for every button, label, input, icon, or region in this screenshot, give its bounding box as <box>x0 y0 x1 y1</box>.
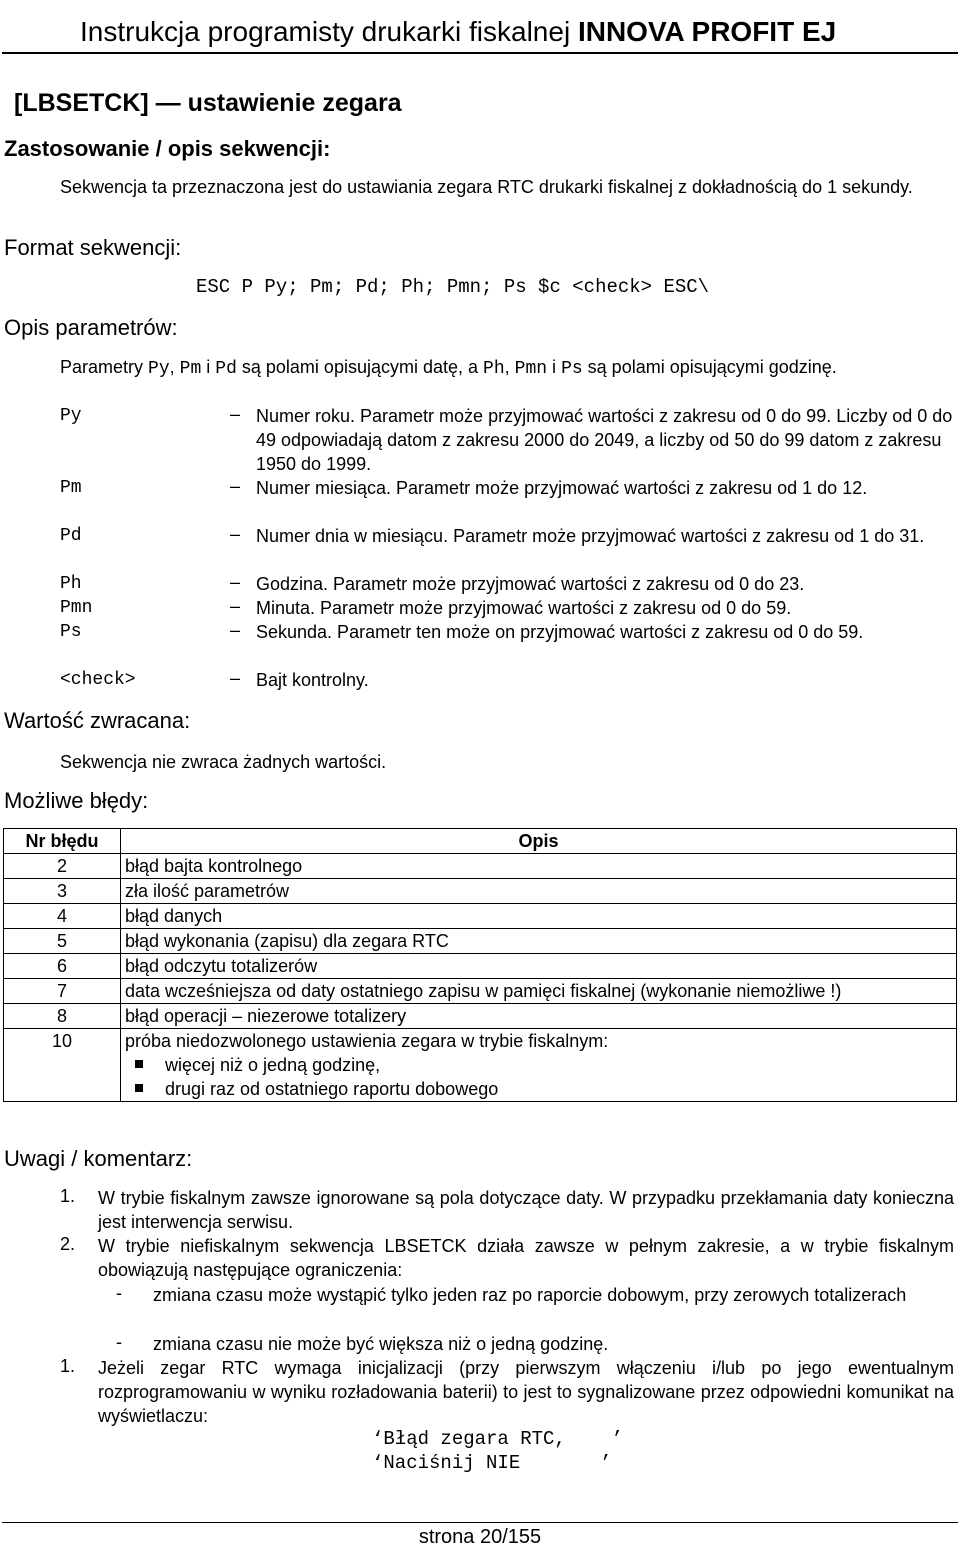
error-number: 8 <box>4 1004 121 1029</box>
param-dash: – <box>230 620 241 640</box>
params-heading: Opis parametrów: <box>4 315 178 340</box>
error-description-text: próba niedozwolonego ustawienia zegara w trybie fiskalnym: <box>125 1031 609 1051</box>
document-header-title <box>80 16 836 48</box>
header-divider <box>2 52 958 54</box>
list-item: drugi raz od ostatniego raportu dobowego <box>125 1077 952 1101</box>
note-subitem: zmiana czasu nie może być większa niż o jedną godzinę. <box>153 1334 609 1354</box>
param-name: Pd <box>60 526 82 546</box>
error-number: 3 <box>4 879 121 904</box>
param-dash: – <box>230 524 241 544</box>
error-description: data wcześniejsza od daty ostatniego zapisu w pamięci fiskalnej (wykonanie niemożliwe !) <box>121 979 957 1004</box>
param-description: Sekunda. Parametr ten może on przyjmować wartości z zakresu od 0 do 59. <box>256 622 864 642</box>
table-row <box>4 929 957 954</box>
note-text: W trybie niefiskalnym sekwencja LBSETCK działa zawsze w pełnym zakresie, a w trybie fiskalnym obowiązują następujące ograniczenia: <box>98 1236 954 1280</box>
header-product-name: INNOVA PROFIT EJ <box>577 16 837 47</box>
params-intro: Parametry Py, Pm i Pd są polami opisującymi datę, a Ph, Pmn i Ps są polami opisującymi godzinę. <box>60 357 837 379</box>
error-number: 5 <box>4 929 121 954</box>
usage-text: Sekwencja ta przeznaczona jest do ustawiania zegara RTC drukarki fiskalnej z dokładnością do 1 sekundy. <box>60 177 913 197</box>
note-text: W trybie fiskalnym zawsze ignorowane są pola dotyczące daty. W przypadku przekłamania daty konieczna jest interwencja serwisu. <box>98 1188 954 1232</box>
footer-divider <box>2 1522 958 1523</box>
returns-text: Sekwencja nie zwraca żadnych wartości. <box>60 752 387 772</box>
param-dash: – <box>230 572 241 592</box>
table-row <box>4 1004 957 1029</box>
square-bullet-icon <box>135 1084 143 1092</box>
note-number: 2. <box>60 1234 76 1254</box>
page-number: strona 20/155 <box>418 1526 542 1548</box>
note-number: 1. <box>60 1186 76 1206</box>
notes-heading: Uwagi / komentarz: <box>4 1146 193 1171</box>
display-message-line: ‘Naciśnij NIE ’ <box>372 1452 612 1474</box>
format-heading: Format sekwencji: <box>4 235 182 260</box>
param-description: Numer miesiąca. Parametr może przyjmować wartości z zakresu od 1 do 12. <box>256 478 868 498</box>
display-message-line: ‘Błąd zegara RTC, ’ <box>372 1428 623 1450</box>
error-number: 6 <box>4 954 121 979</box>
error-description <box>121 1029 957 1102</box>
param-name: Pm <box>60 478 82 498</box>
param-description: Minuta. Parametr może przyjmować wartości z zakresu od 0 do 59. <box>256 598 792 618</box>
table-row <box>4 879 957 904</box>
sub-dash: - <box>116 1332 122 1352</box>
table-header-row <box>4 829 957 854</box>
note-number: 1. <box>60 1356 76 1376</box>
sub-dash: - <box>116 1283 122 1303</box>
table-row <box>4 954 957 979</box>
param-dash: – <box>230 668 241 688</box>
section-title: [LBSETCK] — ustawienie zegara <box>14 89 402 117</box>
param-description: Numer dnia w miesiącu. Parametr może przyjmować wartości z zakresu od 1 do 31. <box>256 526 925 546</box>
param-description: Bajt kontrolny. <box>256 670 369 690</box>
error-number: 7 <box>4 979 121 1004</box>
usage-heading: Zastosowanie / opis sekwencji: <box>4 136 331 161</box>
error-description: błąd danych <box>121 904 957 929</box>
table-row <box>4 979 957 1004</box>
param-dash: – <box>230 596 241 616</box>
errors-heading: Możliwe błędy: <box>4 788 149 813</box>
format-code: ESC P Py; Pm; Pd; Ph; Pmn; Ps $c <check> ESC\ <box>196 276 710 298</box>
table-row <box>4 904 957 929</box>
error-description: błąd operacji – niezerowe totalizery <box>121 1004 957 1029</box>
returns-heading: Wartość zwracana: <box>4 708 191 733</box>
error-number: 2 <box>4 854 121 879</box>
param-name: Py <box>60 406 82 426</box>
list-item: więcej niż o jedną godzinę, <box>125 1053 952 1077</box>
table-row <box>4 854 957 879</box>
error-description: zła ilość parametrów <box>121 879 957 904</box>
column-header-desc: Opis <box>121 829 957 854</box>
param-name: Ps <box>60 622 82 642</box>
error-description: błąd bajta kontrolnego <box>121 854 957 879</box>
param-description: Godzina. Parametr może przyjmować wartości z zakresu od 0 do 23. <box>256 574 805 594</box>
param-name: Ph <box>60 574 82 594</box>
param-dash: – <box>230 476 241 496</box>
param-description: Numer roku. Parametr może przyjmować wartości z zakresu od 0 do 99. Liczby od 0 do 49 odpowiadają datom z zakresu 2000 do 2049, a liczby od 50 do 99 datom z zakresu 1950 do 1999. <box>256 406 953 474</box>
error-number: 10 <box>4 1029 121 1102</box>
error-description: błąd wykonania (zapisu) dla zegara RTC <box>121 929 957 954</box>
square-bullet-icon <box>135 1060 143 1068</box>
error-description: błąd odczytu totalizerów <box>121 954 957 979</box>
param-name: Pmn <box>60 598 93 618</box>
param-dash: – <box>230 404 241 424</box>
table-row <box>4 1029 957 1102</box>
error-number: 4 <box>4 904 121 929</box>
errors-table <box>3 828 957 1102</box>
note-text: Jeżeli zegar RTC wymaga inicjalizacji (przy pierwszym włączeniu i/lub po jego ewentualnym rozprogramowaniu w wyniku rozładowania baterii) to jest to sygnalizowane przez odpowiedni komunikat na wyświetlaczu: <box>98 1358 954 1426</box>
header-title-text: Instrukcja programisty drukarki fiskalnej <box>80 16 578 47</box>
param-name: <check> <box>60 670 136 690</box>
note-subitem: zmiana czasu może wystąpić tylko jeden raz po raporcie dobowym, przy zerowych totalizerach <box>153 1285 907 1305</box>
column-header-nr: Nr błędu <box>4 829 121 854</box>
